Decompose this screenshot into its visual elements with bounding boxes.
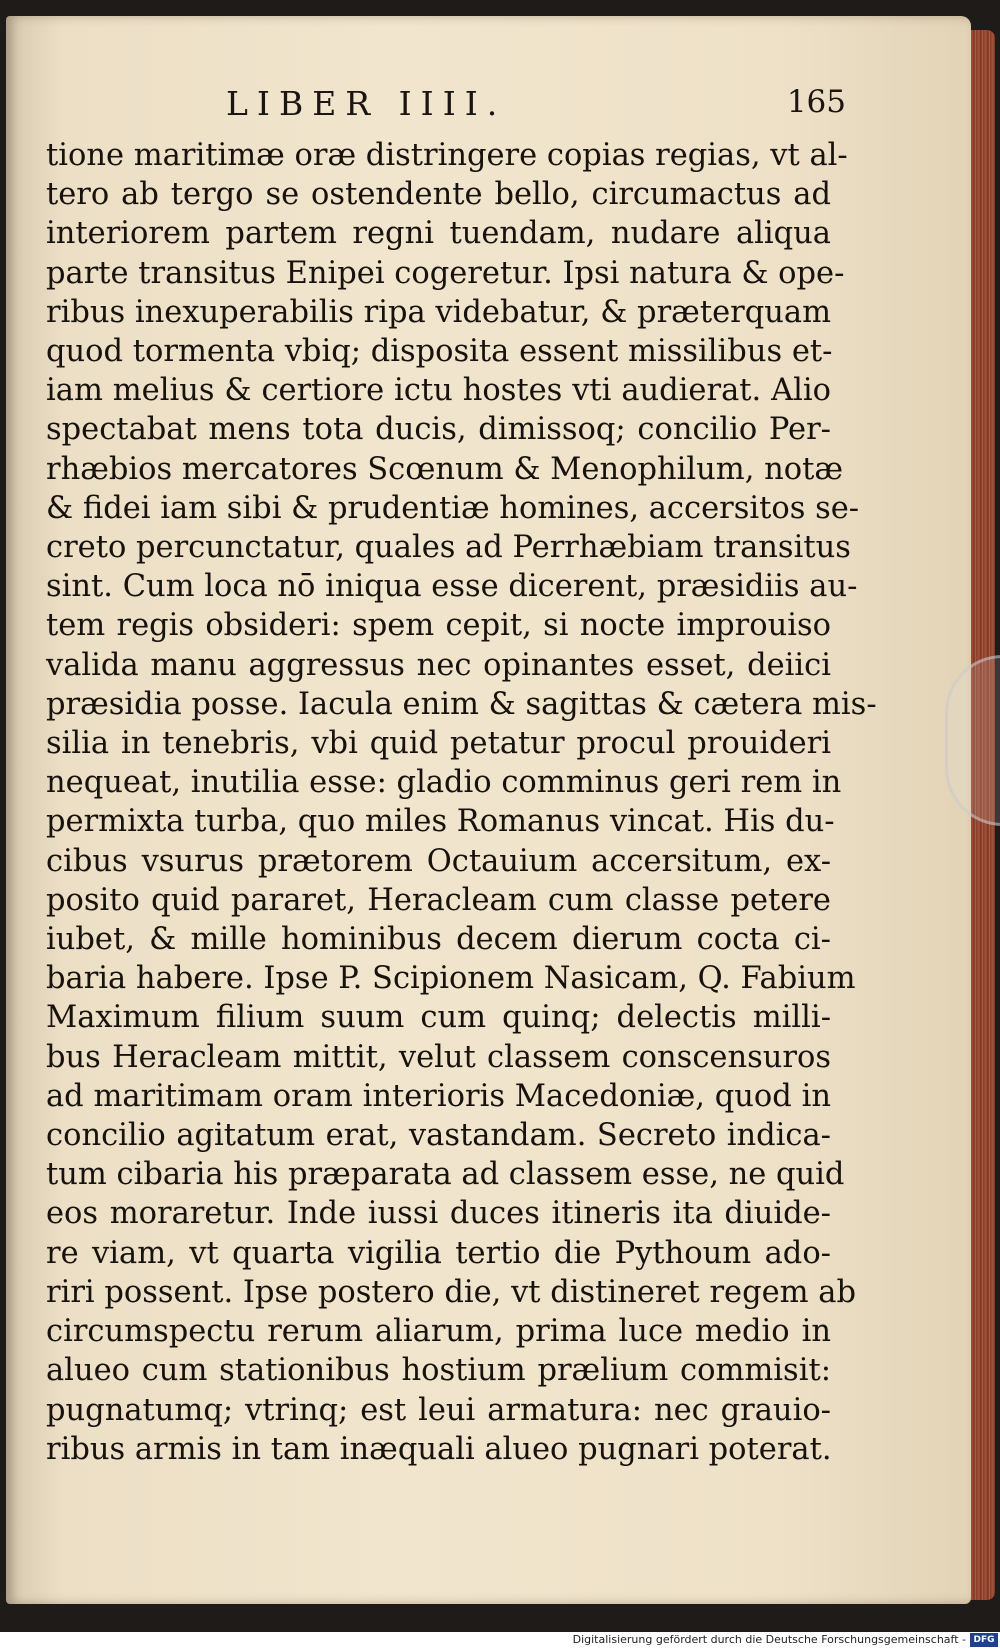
text-line: circumspectu rerum aliarum, prima luce medio in (46, 1314, 831, 1350)
text-line: ribus armis in tam inæquali alueo pugnari poterat. (46, 1431, 832, 1467)
text-line: quod tormenta vbiq; disposita essent missilibus et- (46, 334, 833, 370)
footer-credit: Digitalisierung gefördert durch die Deutsche Forschungsgemeinschaft - (572, 1633, 966, 1646)
dfg-logo: DFG (970, 1633, 998, 1647)
text-line: valida manu aggressus nec opinantes esset, deiici (46, 647, 831, 683)
text-line: concilio agitatum erat, vastandam. Secreto indica- (46, 1118, 831, 1154)
text-line: tione maritimæ oræ distringere copias regias, vt al- (46, 138, 848, 173)
page-header (66, 84, 846, 124)
text-line: rhæbios mercatores Scœnum & Menophilum, notæ (46, 451, 844, 487)
text-line: pugnatumq; vtrinq; est leui armatura: nec grauio- (46, 1392, 831, 1428)
text-line: cibus vsurus prætorem Octauium accersitum, ex- (46, 843, 831, 879)
text-line: iam melius & certiore ictu hostes vti audierat. Alio (46, 373, 831, 409)
text-line: ribus inexuperabilis ripa videbatur, & præterquam (46, 294, 831, 330)
text-line: nequeat, inutilia esse: gladio comminus geri rem in (46, 765, 842, 801)
book-page (6, 16, 971, 1604)
text-line: eos moraretur. Inde iussi duces itineris ita diuide- (46, 1196, 831, 1232)
text-line: posito quid pararet, Heracleam cum classe petere (46, 882, 831, 918)
text-line: silia in tenebris, vbi quid petatur procul prouideri (46, 726, 831, 762)
page-number: 165 (786, 84, 846, 120)
text-line: creto percunctatur, quales ad Perrhæbiam transitus (46, 530, 851, 566)
text-block (46, 136, 877, 1469)
text-line: præsidia posse. Iacula enim & sagittas & cætera mis- (46, 686, 877, 722)
text-line: & fidei iam sibi & prudentiæ homines, accersitos se- (46, 490, 860, 526)
digitization-footer (0, 1632, 1000, 1649)
text-line: iubet, & mille hominibus decem dierum cocta ci- (46, 922, 831, 958)
text-line: sint. Cum loca nō iniqua esse dicerent, præsidiis au- (46, 569, 858, 605)
text-line: bus Heracleam mittit, velut classem conscensuros (46, 1039, 831, 1075)
text-line: tero ab tergo se ostendente bello, circumactus ad (46, 177, 831, 213)
text-line: baria habere. Ipse P. Scipionem Nasicam, Q. Fabium (46, 961, 856, 997)
text-line: spectabat mens tota ducis, dimissoq; concilio Per- (46, 412, 831, 448)
text-line: riri possent. Ipse postero die, vt distineret regem ab (46, 1274, 856, 1310)
text-line: tem regis obsideri: spem cepit, si nocte improuiso (46, 608, 831, 644)
text-line: parte transitus Enipei cogeretur. Ipsi natura & ope- (46, 255, 845, 291)
text-line: permixta turba, quo miles Romanus vincat. His du- (46, 804, 835, 840)
text-line: alueo cum stationibus hostium prælium commisit: (46, 1353, 831, 1389)
text-line: interiorem partem regni tuendam, nudare aliqua (46, 216, 831, 252)
text-line: tum cibaria his præparata ad classem esse, ne quid (46, 1157, 845, 1193)
running-head: LIBER IIII. (226, 84, 507, 123)
text-line: re viam, vt quarta vigilia tertio die Pythoum ado- (46, 1235, 831, 1271)
text-line: Maximum filium suum cum quinq; delectis milli- (46, 1000, 831, 1036)
text-line: ad maritimam oram interioris Macedoniæ, quod in (46, 1078, 831, 1114)
